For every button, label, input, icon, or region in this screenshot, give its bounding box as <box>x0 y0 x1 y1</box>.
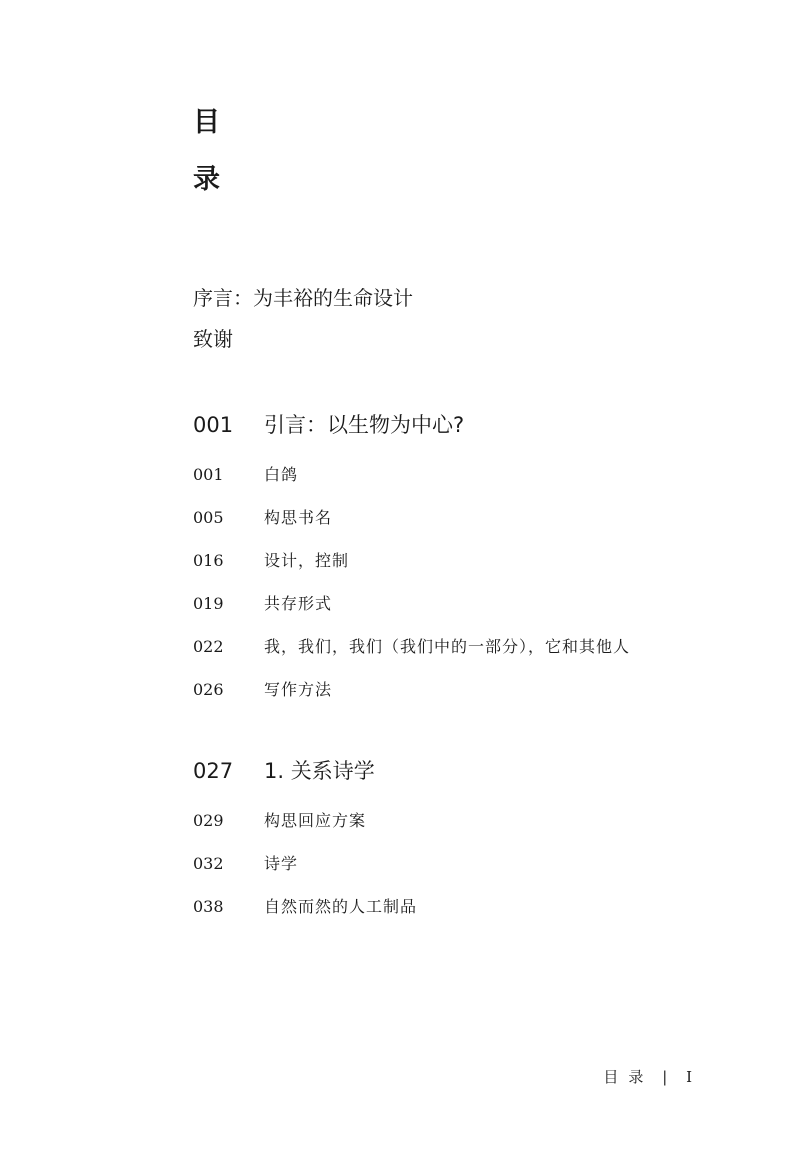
page-title-char-2: 录 <box>193 164 220 195</box>
entry-page-number: 016 <box>193 551 224 570</box>
entry-title: 构思书名 <box>264 508 333 527</box>
entry-title: 写作方法 <box>264 680 333 699</box>
entry-page-number: 019 <box>193 594 224 613</box>
chapter-title: 1. 关系诗学 <box>264 759 375 783</box>
toc-entry[interactable] <box>193 582 753 625</box>
chapter-page-number: 027 <box>193 759 234 783</box>
section-list <box>193 799 753 928</box>
footer-separator: | <box>662 1068 668 1086</box>
entry-page-number: 026 <box>193 680 224 699</box>
entry-title: 构思回应方案 <box>264 811 367 830</box>
toc-entry[interactable] <box>193 625 753 668</box>
toc-entry[interactable] <box>193 842 753 885</box>
chapter-page-number: 001 <box>193 413 234 437</box>
toc-chapter-1 <box>193 757 753 928</box>
entry-title: 自然而然的人工制品 <box>264 897 418 916</box>
entry-title: 我，我们，我们（我们中的一部分），它和其他人 <box>264 637 631 656</box>
entry-title: 设计，控制 <box>264 551 350 570</box>
entry-title: 白鸽 <box>264 465 299 484</box>
toc-front-preface[interactable]: 序言：为丰裕的生命设计 <box>193 286 413 310</box>
toc-entry[interactable] <box>193 885 753 928</box>
toc-entry[interactable] <box>193 453 753 496</box>
entry-title: 共存形式 <box>264 594 333 613</box>
entry-page-number: 038 <box>193 897 224 916</box>
section-list <box>193 453 753 711</box>
toc-entry[interactable] <box>193 496 753 539</box>
page-title-char-1: 目 <box>193 107 220 138</box>
toc-entry[interactable] <box>193 799 753 842</box>
chapter-heading[interactable] <box>193 411 753 439</box>
toc-chapter-introduction <box>193 411 753 711</box>
entry-page-number: 032 <box>193 854 224 873</box>
entry-page-number: 022 <box>193 637 224 656</box>
toc-entry[interactable] <box>193 539 753 582</box>
footer-page-number: I <box>686 1068 692 1086</box>
toc-entry[interactable] <box>193 668 753 711</box>
entry-page-number: 005 <box>193 508 224 527</box>
page-footer <box>603 1066 692 1088</box>
entry-page-number: 001 <box>193 465 224 484</box>
toc-front-acknowledgements[interactable]: 致谢 <box>193 327 233 351</box>
footer-label: 目录 <box>603 1068 654 1086</box>
entry-page-number: 029 <box>193 811 224 830</box>
chapter-title: 引言：以生物为中心? <box>264 413 465 437</box>
entry-title: 诗学 <box>264 854 299 873</box>
chapter-heading[interactable] <box>193 757 753 785</box>
